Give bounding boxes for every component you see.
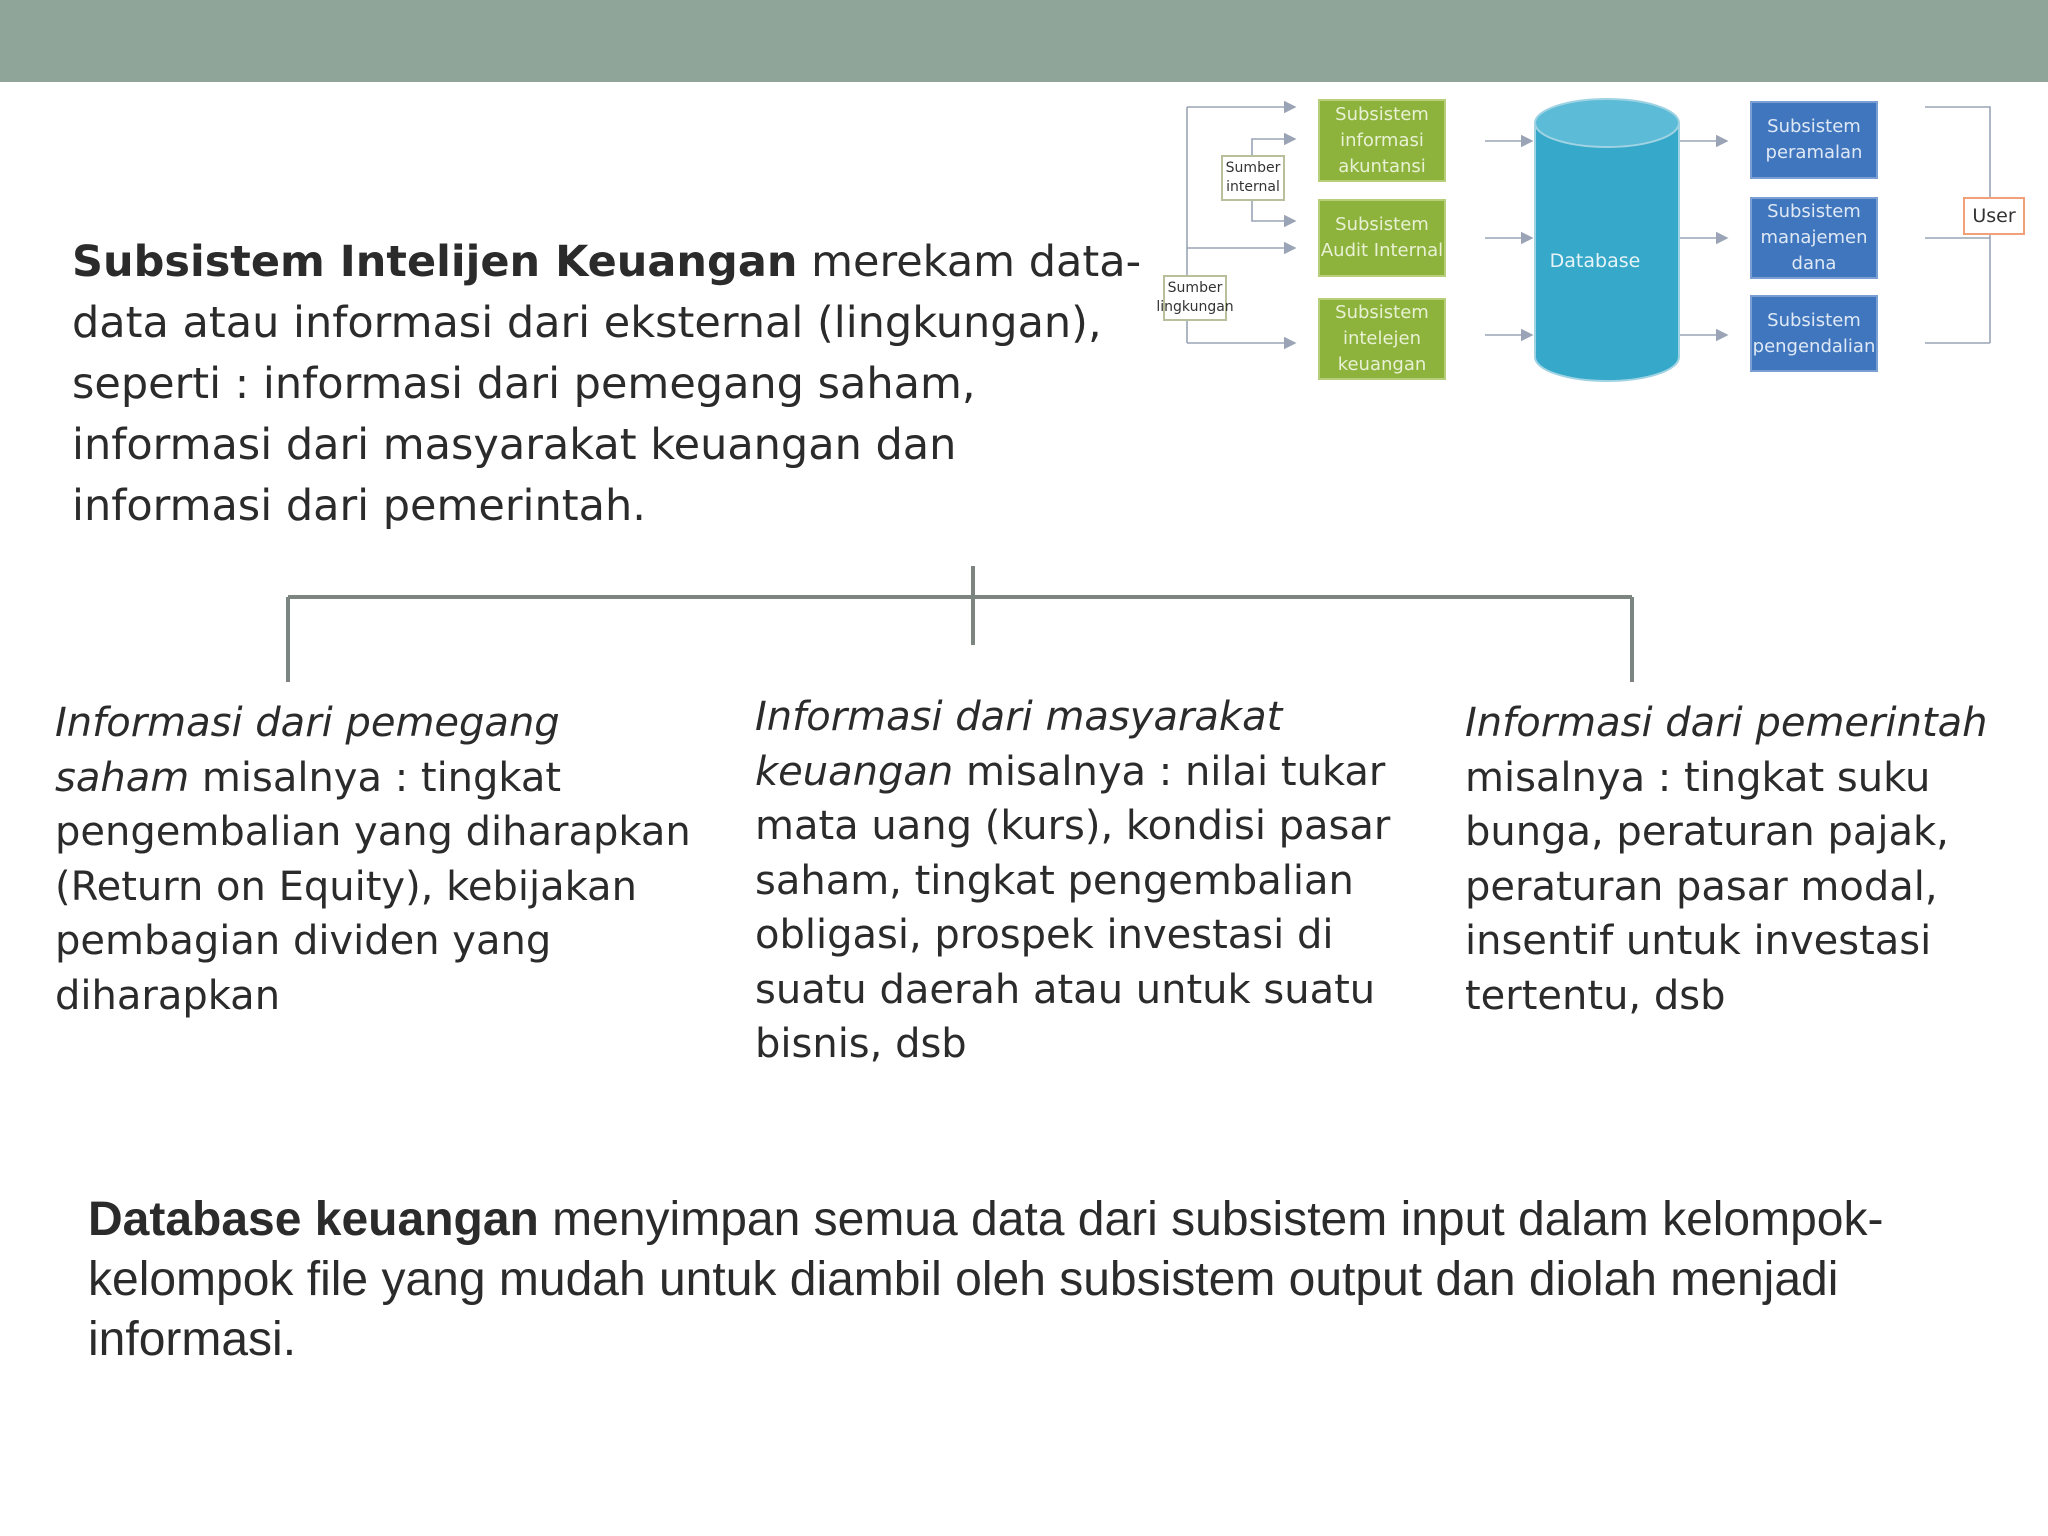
intro-bold-term: Subsistem Intelijen Keuangan xyxy=(72,237,798,287)
header-bar xyxy=(0,0,2048,82)
shareholder-info-title: Informasi dari pemegang saham xyxy=(55,700,560,801)
source-environment-box: Sumber lingkungan xyxy=(1163,275,1227,321)
subsystem-forecasting-box: Subsistem peramalan xyxy=(1750,101,1878,179)
government-info-text: misalnya : tingkat suku bunga, peraturan pajak, peraturan pasar modal, insentif untuk investasi tertentu, dsb xyxy=(1465,754,1949,1019)
user-box: User xyxy=(1963,197,2025,235)
government-info-title: Informasi dari pemerintah xyxy=(1465,700,1988,746)
subsystem-fund-management-box: Subsistem manajemen dana xyxy=(1750,197,1878,279)
database-cylinder xyxy=(1535,99,1679,381)
diagram-connectors xyxy=(1160,95,2040,395)
database-paragraph xyxy=(88,1190,1948,1370)
subsystem-accounting-box: Subsistem informasi akuntansi xyxy=(1318,99,1446,182)
intro-paragraph xyxy=(72,232,1152,537)
database-bold-term: Database keuangan xyxy=(88,1193,539,1246)
shareholder-info-text: misalnya : tingkat pengembalian yang diharapkan (Return on Equity), kebijakan pembagian dividen yang diharapkan xyxy=(55,754,691,1019)
shareholder-info-column xyxy=(55,696,705,1023)
financial-community-info-title: Informasi dari masyarakat keuangan xyxy=(755,694,1283,795)
subsystem-intelligence-box: Subsistem intelejen keuangan xyxy=(1318,298,1446,380)
financial-community-info-text: misalnya : nilai tukar mata uang (kurs), kondisi pasar saham, tingkat pengembalian obligasi, prospek investasi di suatu daerah atau untuk suatu bisnis, dsb xyxy=(755,748,1391,1067)
intro-text: merekam data-data atau informasi dari eksternal (lingkungan), seperti : informasi dari pemegang saham, informasi dari masyarakat keuangan dan informasi dari pemerintah. xyxy=(72,237,1142,531)
database-label: Database xyxy=(1549,250,1641,272)
subsystem-audit-box: Subsistem Audit Internal xyxy=(1318,199,1446,277)
database-text: menyimpan semua data dari subsistem input dalam kelompok-kelompok file yang mudah untuk diambil oleh subsistem output dan diolah menjadi informasi. xyxy=(88,1193,1884,1366)
financial-system-diagram xyxy=(1156,95,2040,395)
subsystem-control-box: Subsistem pengendalian xyxy=(1750,295,1878,372)
government-info-column xyxy=(1465,696,2025,1023)
source-internal-box: Sumber internal xyxy=(1221,155,1285,201)
financial-community-info-column xyxy=(755,690,1415,1072)
